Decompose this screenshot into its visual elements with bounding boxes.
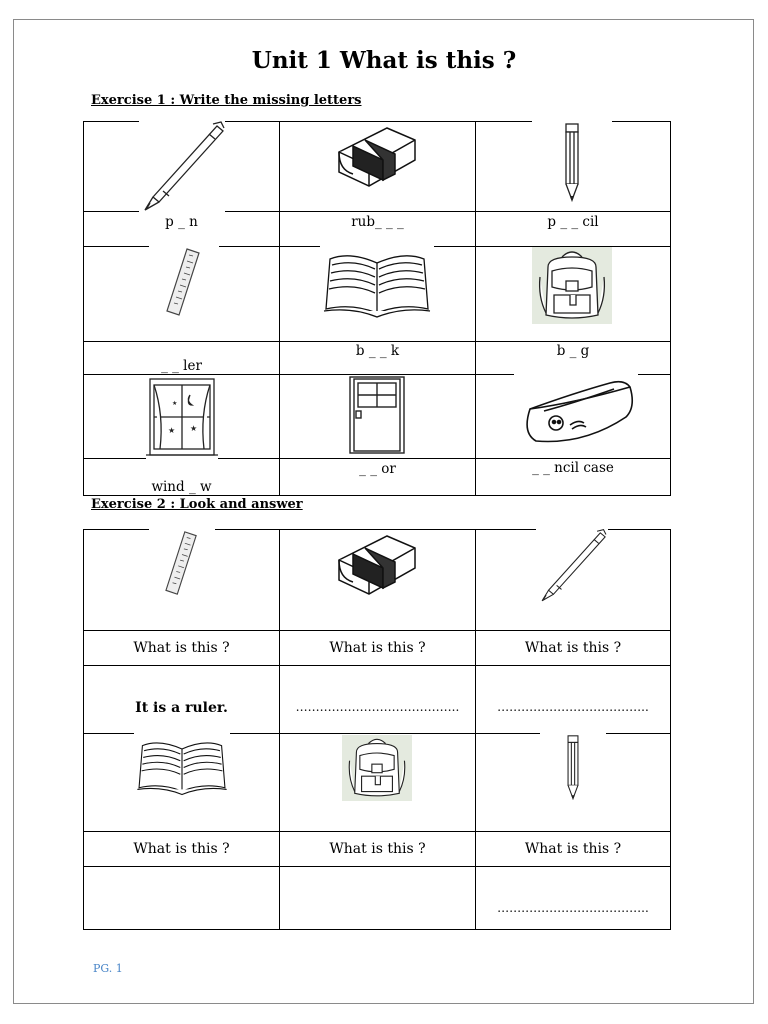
book-icon (320, 245, 434, 319)
ruler-icon (149, 245, 219, 319)
question-text: What is this ? (329, 841, 426, 857)
ex1-cell-pen (84, 122, 280, 212)
pencil-icon (532, 120, 612, 206)
pen-icon (536, 528, 608, 604)
exercise-2-heading: Exercise 2 : Look and answer (91, 497, 303, 512)
svg-text:★: ★ (172, 400, 178, 407)
question-text: What is this ? (524, 841, 622, 857)
page-title: Unit 1 What is this ? (251, 47, 517, 74)
pencil-case-icon (514, 373, 638, 455)
ex1-cell-eraser (280, 122, 476, 212)
ex1-word: p _ n (165, 214, 198, 230)
ex1-word: _ _ or (359, 461, 396, 477)
book-icon (134, 732, 230, 798)
window-icon (146, 375, 218, 459)
question-text: What is this ? (329, 640, 426, 656)
ex1-word: b _ g (556, 343, 590, 359)
backpack-icon (342, 735, 412, 801)
ex1-word: wind _ w (151, 479, 212, 495)
eraser-icon (335, 530, 419, 598)
answer-line[interactable]: ……………………………….. (497, 700, 649, 714)
question-text: What is this ? (133, 841, 230, 857)
question-text: What is this ? (524, 640, 622, 656)
page-number: PG. 1 (93, 962, 123, 975)
ex1-word: p _ _ cil (547, 214, 599, 230)
eraser-icon (335, 122, 419, 190)
ex1-word: rub_ _ _ (351, 214, 404, 230)
exercise-1-table (83, 121, 671, 496)
backpack-icon (532, 247, 612, 324)
answer-line[interactable]: ……………………………….. (497, 901, 649, 915)
exercise-2-table (83, 529, 671, 930)
pen-icon (139, 120, 225, 214)
door-icon (348, 375, 406, 455)
ex1-cell-pencil (476, 122, 671, 212)
exercise-1-heading: Exercise 1 : Write the missing letters (91, 93, 362, 108)
ruler-icon (149, 528, 215, 598)
ex1-word: _ _ ler (161, 358, 202, 374)
ex1-word: _ _ ncil case (532, 460, 614, 476)
answer-line[interactable]: ………………………………….. (295, 700, 460, 714)
question-text: What is this ? (133, 640, 230, 656)
svg-text:★: ★ (168, 426, 176, 435)
svg-text:★: ★ (190, 424, 198, 433)
pencil-icon (540, 732, 606, 804)
ex1-word: b _ _ k (355, 343, 400, 359)
answer-example: It is a ruler. (135, 700, 228, 716)
